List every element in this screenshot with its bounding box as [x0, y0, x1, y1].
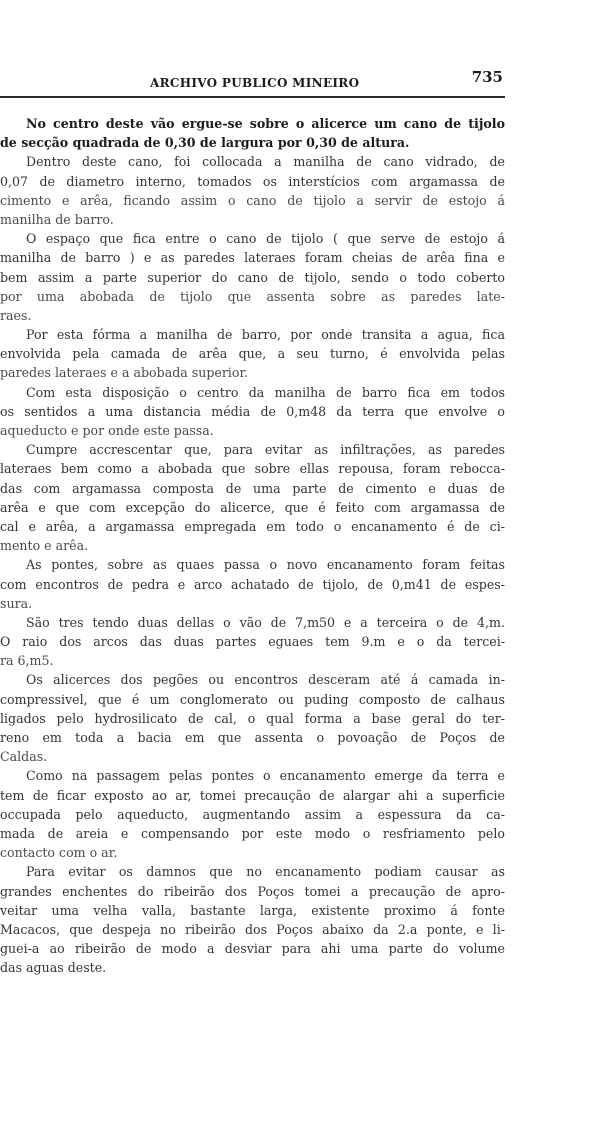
text-line: cimento e arêa, ficando assim o cano de tijolo a servir de estojo á	[0, 192, 505, 208]
text-line: Cumpre accrescentar que, para evitar as infiltrações, as paredes	[26, 442, 505, 458]
text-line: Com esta disposição o centro da manilha de barro fica em todos	[26, 384, 505, 400]
text-line: Caldas.	[0, 749, 48, 765]
text-line: aqueducto e por onde este passa.	[0, 423, 214, 438]
text-line: ra 6,m5.	[0, 653, 54, 669]
text-line: O raio dos arcos das duas partes eguaes tem 9.m e o da tercei-	[0, 634, 505, 650]
text-line: Como na passagem pelas pontes o encanamento emerge da terra e	[26, 768, 505, 784]
text-line: veitar uma velha valla, bastante larga, existente proximo á fonte	[0, 902, 505, 918]
text-line: bem assim a parte superior do cano de tijolo, sendo o todo coberto	[0, 269, 505, 285]
text-line: Para evitar os damnos que no encanamento podiam causar as	[26, 864, 505, 880]
text-line: As pontes, sobre as quaes passa o novo encanamento foram feitas	[26, 557, 505, 573]
text-line: guei-a ao ribeirão de modo a desviar para ahi uma parte do volume	[0, 941, 505, 957]
text-line: manilha de barro.	[0, 211, 114, 227]
text-line: tem de ficar exposto ao ar, tomei precaução de alargar ahi a superficie	[0, 787, 505, 803]
text-line: lateraes bem como a abobada que sobre ellas repousa, foram rebocca-	[0, 461, 505, 477]
running-title: ARCHIVO PUBLICO MINEIRO	[150, 76, 360, 90]
text-line: envolvida pela camada de arêa que, a seu turno, é envolvida pelas	[0, 346, 505, 362]
text-line: das com argamassa composta de uma parte de cimento e duas de	[0, 480, 505, 496]
text-line: mada de areia e compensando por este modo o resfriamento pelo	[0, 825, 505, 841]
text-line: São tres tendo duas dellas o vão de 7,m50 e a terceira o de 4,m.	[26, 614, 505, 630]
text-line: No centro deste vão ergue-se sobre o alicerce um cano de tijolo	[26, 116, 505, 131]
text-line: Macacos, que despeja no ribeirão dos Poços abaixo da 2.a ponte, e li-	[0, 921, 505, 937]
text-line: paredes lateraes e a abobada superior.	[0, 365, 249, 381]
text-line: por uma abobada de tijolo que assenta sobre as paredes late-	[0, 288, 505, 304]
text-line: arêa e que com excepção do alicerce, que é feito com argamassa de	[0, 499, 505, 515]
text-line: manilha de barro ) e as paredes lateraes foram cheias de arêa fina e	[0, 250, 505, 266]
text-line: com encontros de pedra e arco achatado de tijolo, de 0,m41 de espes-	[0, 576, 505, 592]
text-line: contacto com o ar.	[0, 845, 118, 861]
text-line: das aguas deste.	[0, 960, 107, 976]
text-line: occupada pelo aqueducto, augmentando assim a espessura da ca-	[0, 806, 505, 822]
text-line: reno em toda a bacia em que assenta o povoação de Poços de	[0, 730, 505, 745]
text-line: mento e arêa.	[0, 538, 89, 554]
text-line: raes.	[0, 307, 32, 323]
text-line: ligados pelo hydrosilicato de cal, o qual forma a base geral do ter-	[0, 710, 505, 726]
text-line: de secção quadrada de 0,30 de largura por 0,30 de altura.	[0, 135, 410, 151]
text-line: cal e arêa, a argamassa empregada em todo o encanamento é de ci-	[0, 518, 505, 534]
page-header	[0, 70, 505, 98]
text-line: os sentidos a uma distancia média de 0,m48 da terra que envolve o	[0, 403, 505, 419]
text-line: Por esta fórma a manilha de barro, por onde transita a agua, fica	[26, 327, 505, 343]
text-line: O espaço que fica entre o cano de tijolo ( que serve de estojo á	[26, 231, 505, 247]
text-line: 0,07 de diametro interno, tomados os interstícios com argamassa de	[0, 173, 505, 189]
text-line: Os alicerces dos pegões ou encontros desceram até á camada in-	[26, 672, 505, 688]
body-text	[0, 114, 505, 977]
text-line: Dentro deste cano, foi collocada a manilha de cano vidrado, de	[26, 154, 505, 170]
text-line: sura.	[0, 595, 33, 611]
text-line: compressivel, que é um conglomerato ou puding composto de calhaus	[0, 691, 505, 707]
page-number: 735	[471, 68, 503, 86]
text-line: grandes enchentes do ribeirão dos Poços tomei a precaução de apro-	[0, 883, 505, 899]
